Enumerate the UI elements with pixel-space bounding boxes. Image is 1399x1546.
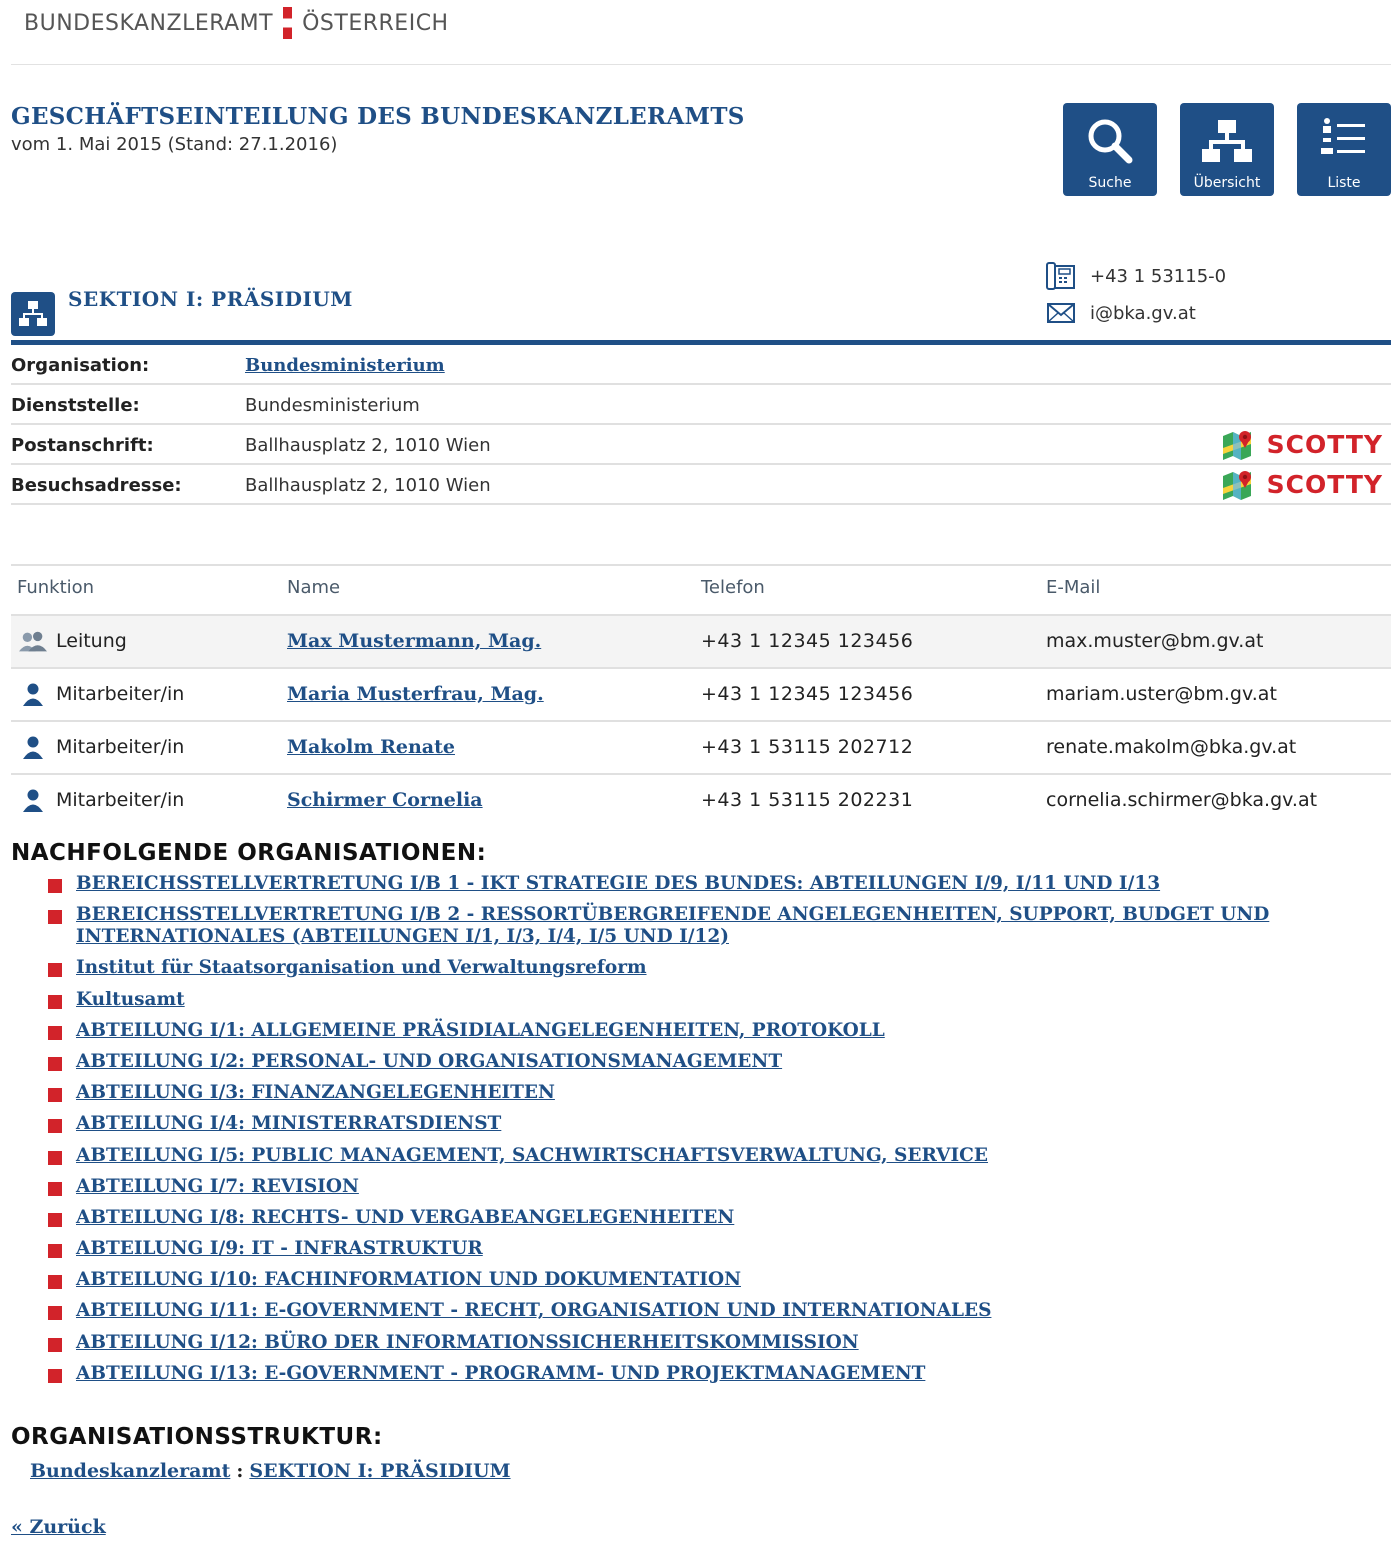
person-icon — [19, 683, 47, 709]
org-link[interactable]: ABTEILUNG I/8: RECHTS- UND VERGABEANGELEGENHEITEN — [76, 1206, 735, 1228]
column-header-telefon: Telefon — [701, 577, 765, 598]
bullet-square-icon — [48, 1244, 62, 1258]
list-item — [48, 1176, 1338, 1198]
info-row-organisation — [11, 345, 1391, 385]
organisation-label: Organisation: — [11, 355, 150, 376]
list-item — [48, 1082, 1338, 1104]
section-email[interactable] — [1044, 302, 1196, 324]
list-button-label: Liste — [1327, 175, 1361, 191]
org-link[interactable]: ABTEILUNG I/10: FACHINFORMATION UND DOKUMENTATION — [76, 1269, 741, 1291]
staff-phone: +43 1 53115 202231 — [701, 789, 914, 811]
search-icon — [1084, 115, 1136, 167]
list-item — [48, 1269, 1338, 1291]
staff-phone: +43 1 12345 123456 — [701, 630, 914, 652]
overview-button-label: Übersicht — [1193, 175, 1261, 191]
table-row — [11, 614, 1391, 667]
bullet-square-icon — [48, 1026, 62, 1040]
subsequent-orgs-list — [48, 873, 1338, 1394]
scotty-label: SCOTTY — [1266, 429, 1383, 459]
staff-email[interactable]: cornelia.schirmer@bka.gv.at — [1046, 789, 1318, 811]
list-item — [48, 1207, 1338, 1229]
logo-text-left: BUNDESKANZLERAMT — [24, 10, 274, 36]
column-header-funktion: Funktion — [17, 577, 95, 598]
bullet-square-icon — [48, 1151, 62, 1165]
besuchsadresse-value: Ballhausplatz 2, 1010 Wien — [245, 475, 491, 496]
staff-email[interactable]: max.muster@bm.gv.at — [1046, 630, 1264, 652]
subsequent-orgs-heading: NACHFOLGENDE ORGANISATIONEN: — [11, 840, 487, 866]
list-item — [48, 957, 1338, 979]
staff-phone: +43 1 53115 202712 — [701, 736, 914, 758]
staff-name-link[interactable]: Maria Musterfrau, Mag. — [287, 683, 544, 705]
staff-phone: +43 1 12345 123456 — [701, 683, 914, 705]
staff-name-link[interactable]: Schirmer Cornelia — [287, 789, 483, 811]
scotty-link-postanschrift[interactable] — [1221, 428, 1383, 460]
list-item — [48, 989, 1338, 1011]
staff-name-link[interactable]: Max Mustermann, Mag. — [287, 630, 542, 652]
bullet-square-icon — [48, 1369, 62, 1383]
org-link[interactable]: ABTEILUNG I/11: E-GOVERNMENT - RECHT, ORGANISATION UND INTERNATIONALES — [76, 1300, 992, 1322]
org-link[interactable]: BEREICHSSTELLVERTRETUNG I/B 2 - RESSORTÜBERGREIFENDE ANGELEGENHEITEN, SUPPORT, BUDGET UND INTERNATIONALES (ABTEILUNGEN I/1, I/3, I/4, I/5 UND I/12) — [76, 904, 1270, 948]
org-link[interactable]: Institut für Staatsorganisation und Verwaltungsreform — [76, 957, 647, 979]
envelope-icon — [1044, 302, 1078, 324]
staff-name-link[interactable]: Makolm Renate — [287, 736, 455, 758]
bullet-square-icon — [48, 963, 62, 977]
staff-email[interactable]: mariam.uster@bm.gv.at — [1046, 683, 1277, 705]
section-title: SEKTION I: PRÄSIDIUM — [68, 287, 353, 311]
list-item — [48, 873, 1338, 895]
header-divider — [11, 64, 1391, 65]
postanschrift-value: Ballhausplatz 2, 1010 Wien — [245, 435, 491, 456]
postanschrift-label: Postanschrift: — [11, 435, 154, 456]
org-link[interactable]: ABTEILUNG I/9: IT - INFRASTRUKTUR — [76, 1238, 483, 1260]
list-item — [48, 1020, 1338, 1042]
org-link[interactable]: ABTEILUNG I/12: BÜRO DER INFORMATIONSSICHERHEITSKOMMISSION — [76, 1331, 859, 1353]
staff-function: Mitarbeiter/in — [56, 683, 185, 705]
staff-function: Mitarbeiter/in — [56, 736, 185, 758]
dienststelle-value: Bundesministerium — [245, 395, 420, 416]
section-org-icon — [11, 292, 55, 336]
scotty-link-besuchsadresse[interactable] — [1221, 468, 1383, 500]
org-link[interactable]: ABTEILUNG I/1: ALLGEMEINE PRÄSIDIALANGELEGENHEITEN, PROTOKOLL — [76, 1019, 885, 1041]
staff-email[interactable]: renate.makolm@bka.gv.at — [1046, 736, 1297, 758]
list-item — [48, 904, 1338, 948]
bullet-square-icon — [48, 1182, 62, 1196]
org-structure-heading: ORGANISATIONSSTRUKTUR: — [11, 1424, 383, 1450]
org-link[interactable]: ABTEILUNG I/5: PUBLIC MANAGEMENT, SACHWIRTSCHAFTSVERWALTUNG, SERVICE — [76, 1144, 989, 1166]
logo-text-right: ÖSTERREICH — [302, 10, 449, 36]
org-link[interactable]: ABTEILUNG I/4: MINISTERRATSDIENST — [76, 1113, 502, 1135]
list-icon — [1318, 115, 1370, 167]
back-link[interactable]: « Zurück — [11, 1516, 106, 1538]
page-subtitle: vom 1. Mai 2015 (Stand: 27.1.2016) — [11, 134, 338, 155]
list-item — [48, 1363, 1338, 1385]
org-link[interactable]: ABTEILUNG I/13: E-GOVERNMENT - PROGRAMM- UND PROJEKTMANAGEMENT — [76, 1362, 926, 1384]
org-link[interactable]: ABTEILUNG I/7: REVISION — [76, 1175, 359, 1197]
org-link[interactable]: ABTEILUNG I/3: FINANZANGELEGENHEITEN — [76, 1082, 555, 1104]
breadcrumb-current-link[interactable]: SEKTION I: PRÄSIDIUM — [249, 1460, 511, 1482]
staff-function: Leitung — [56, 630, 127, 652]
column-header-email: E-Mail — [1046, 577, 1101, 598]
info-row-dienststelle — [11, 385, 1391, 425]
site-logo[interactable] — [24, 8, 449, 38]
map-pin-icon — [1221, 468, 1253, 500]
bullet-square-icon — [48, 995, 62, 1009]
page-title: GESCHÄFTSEINTEILUNG DES BUNDESKANZLERAMTS — [11, 103, 745, 130]
organisation-link[interactable]: Bundesministerium — [245, 355, 445, 376]
info-row-besuchsadresse — [11, 465, 1391, 505]
list-item — [48, 1145, 1338, 1167]
map-pin-icon — [1221, 428, 1253, 460]
breadcrumb-root-link[interactable]: Bundeskanzleramt — [30, 1460, 231, 1482]
bullet-square-icon — [48, 1338, 62, 1352]
breadcrumb — [30, 1460, 511, 1482]
scotty-label: SCOTTY — [1266, 469, 1383, 499]
dienststelle-label: Dienststelle: — [11, 395, 140, 416]
info-row-postanschrift — [11, 425, 1391, 465]
section-phone — [1044, 260, 1226, 292]
bullet-square-icon — [48, 910, 62, 924]
list-button[interactable] — [1297, 103, 1391, 196]
section-email-address[interactable]: i@bka.gv.at — [1090, 302, 1196, 324]
list-item — [48, 1300, 1338, 1322]
search-button[interactable] — [1063, 103, 1157, 196]
bullet-square-icon — [48, 1306, 62, 1320]
search-button-label: Suche — [1088, 175, 1132, 191]
column-header-name: Name — [287, 577, 341, 598]
person-icon — [19, 736, 47, 762]
breadcrumb-separator: : — [236, 1460, 244, 1482]
bullet-square-icon — [48, 1088, 62, 1102]
table-row — [11, 773, 1391, 826]
table-row — [11, 667, 1391, 720]
org-link[interactable]: Kultusamt — [76, 988, 185, 1010]
bullet-square-icon — [48, 1119, 62, 1133]
section-phone-number: +43 1 53115-0 — [1090, 265, 1227, 287]
group-icon — [19, 630, 47, 656]
org-link[interactable]: ABTEILUNG I/2: PERSONAL- UND ORGANISATIONSMANAGEMENT — [76, 1050, 783, 1072]
list-item — [48, 1332, 1338, 1354]
phone-icon — [1044, 260, 1078, 292]
bullet-square-icon — [48, 879, 62, 893]
list-item — [48, 1113, 1338, 1135]
staff-function: Mitarbeiter/in — [56, 789, 185, 811]
list-item — [48, 1238, 1338, 1260]
org-chart-icon — [1201, 115, 1253, 167]
overview-button[interactable] — [1180, 103, 1274, 196]
list-item — [48, 1051, 1338, 1073]
austria-flag-icon — [283, 7, 292, 39]
table-row — [11, 720, 1391, 773]
besuchsadresse-label: Besuchsadresse: — [11, 475, 182, 496]
org-link[interactable]: BEREICHSSTELLVERTRETUNG I/B 1 - IKT STRATEGIE DES BUNDES: ABTEILUNGEN I/9, I/11 UND I/13 — [76, 873, 1161, 894]
bullet-square-icon — [48, 1057, 62, 1071]
bullet-square-icon — [48, 1213, 62, 1227]
person-icon — [19, 789, 47, 815]
bullet-square-icon — [48, 1275, 62, 1289]
staff-table-top-border — [11, 564, 1391, 566]
